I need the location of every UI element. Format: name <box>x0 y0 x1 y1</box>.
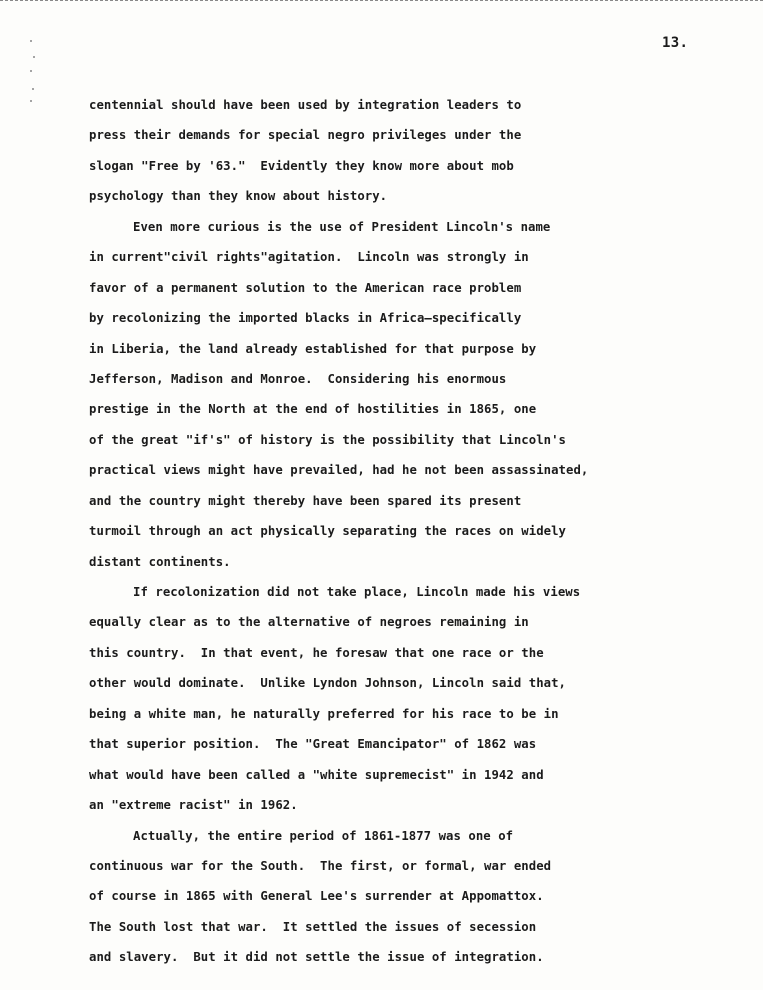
text-line: and the country might thereby have been spared its present <box>89 493 522 508</box>
text-line: and slavery. But it did not settle the issue of integration. <box>89 950 544 965</box>
text-line: other would dominate. Unlike Lyndon Johnson, Lincoln said that, <box>89 676 567 691</box>
text-line: of the great "if's" of history is the possibility that Lincoln's <box>89 432 567 447</box>
text-line: If recolonization did not take place, Lincoln made his views <box>133 585 581 599</box>
text-line: centennial should have been used by integration leaders to <box>89 98 522 112</box>
margin-speck <box>33 56 35 58</box>
text-line: Even more curious is the use of President Lincoln's name <box>133 219 551 234</box>
text-line: this country. In that event, he foresaw that one race or the <box>89 645 544 660</box>
text-line: continuous war for the South. The first, or formal, war ended <box>89 858 552 873</box>
page-top-border <box>0 0 763 1</box>
margin-speck <box>30 40 32 42</box>
text-line: equally clear as to the alternative of negroes remaining in <box>89 615 529 630</box>
text-line: by recolonizing the imported blacks in Africa—specifically <box>89 311 522 326</box>
text-line: The South lost that war. It settled the issues of secession <box>89 919 537 934</box>
text-line: being a white man, he naturally preferred for his race to be in <box>89 706 559 721</box>
text-line: of course in 1865 with General Lee's surrender at Appomattox. <box>89 889 544 904</box>
text-line: psychology than they know about history. <box>89 189 388 204</box>
text-line: slogan "Free by '63." Evidently they know more about mob <box>89 158 514 173</box>
text-line: press their demands for special negro privileges under the <box>89 128 522 143</box>
text-line: favor of a permanent solution to the American race problem <box>89 280 522 295</box>
margin-speck <box>32 88 34 90</box>
margin-speck <box>30 70 32 72</box>
text-line: in Liberia, the land already established for that purpose by <box>89 341 537 356</box>
page-number: 13. <box>662 35 689 51</box>
text-line: practical views might have prevailed, had he not been assassinated, <box>89 463 589 478</box>
text-line: Actually, the entire period of 1861-1877 was one of <box>133 828 514 843</box>
text-line: turmoil through an act physically separating the races on widely <box>89 524 567 539</box>
text-line: prestige in the North at the end of hostilities in 1865, one <box>89 402 537 417</box>
text-line: in current"civil rights"agitation. Lincoln was strongly in <box>89 250 529 265</box>
body-text <box>89 95 729 978</box>
text-line: an "extreme racist" in 1962. <box>89 798 298 813</box>
text-line: what would have been called a "white supremecist" in 1942 and <box>89 767 544 782</box>
margin-marks <box>30 40 38 110</box>
text-line: that superior position. The "Great Emancipator" of 1862 was <box>89 737 537 752</box>
margin-speck <box>30 100 32 102</box>
text-line: Jefferson, Madison and Monroe. Considering his enormous <box>89 371 507 386</box>
text-line: distant continents. <box>89 554 231 569</box>
